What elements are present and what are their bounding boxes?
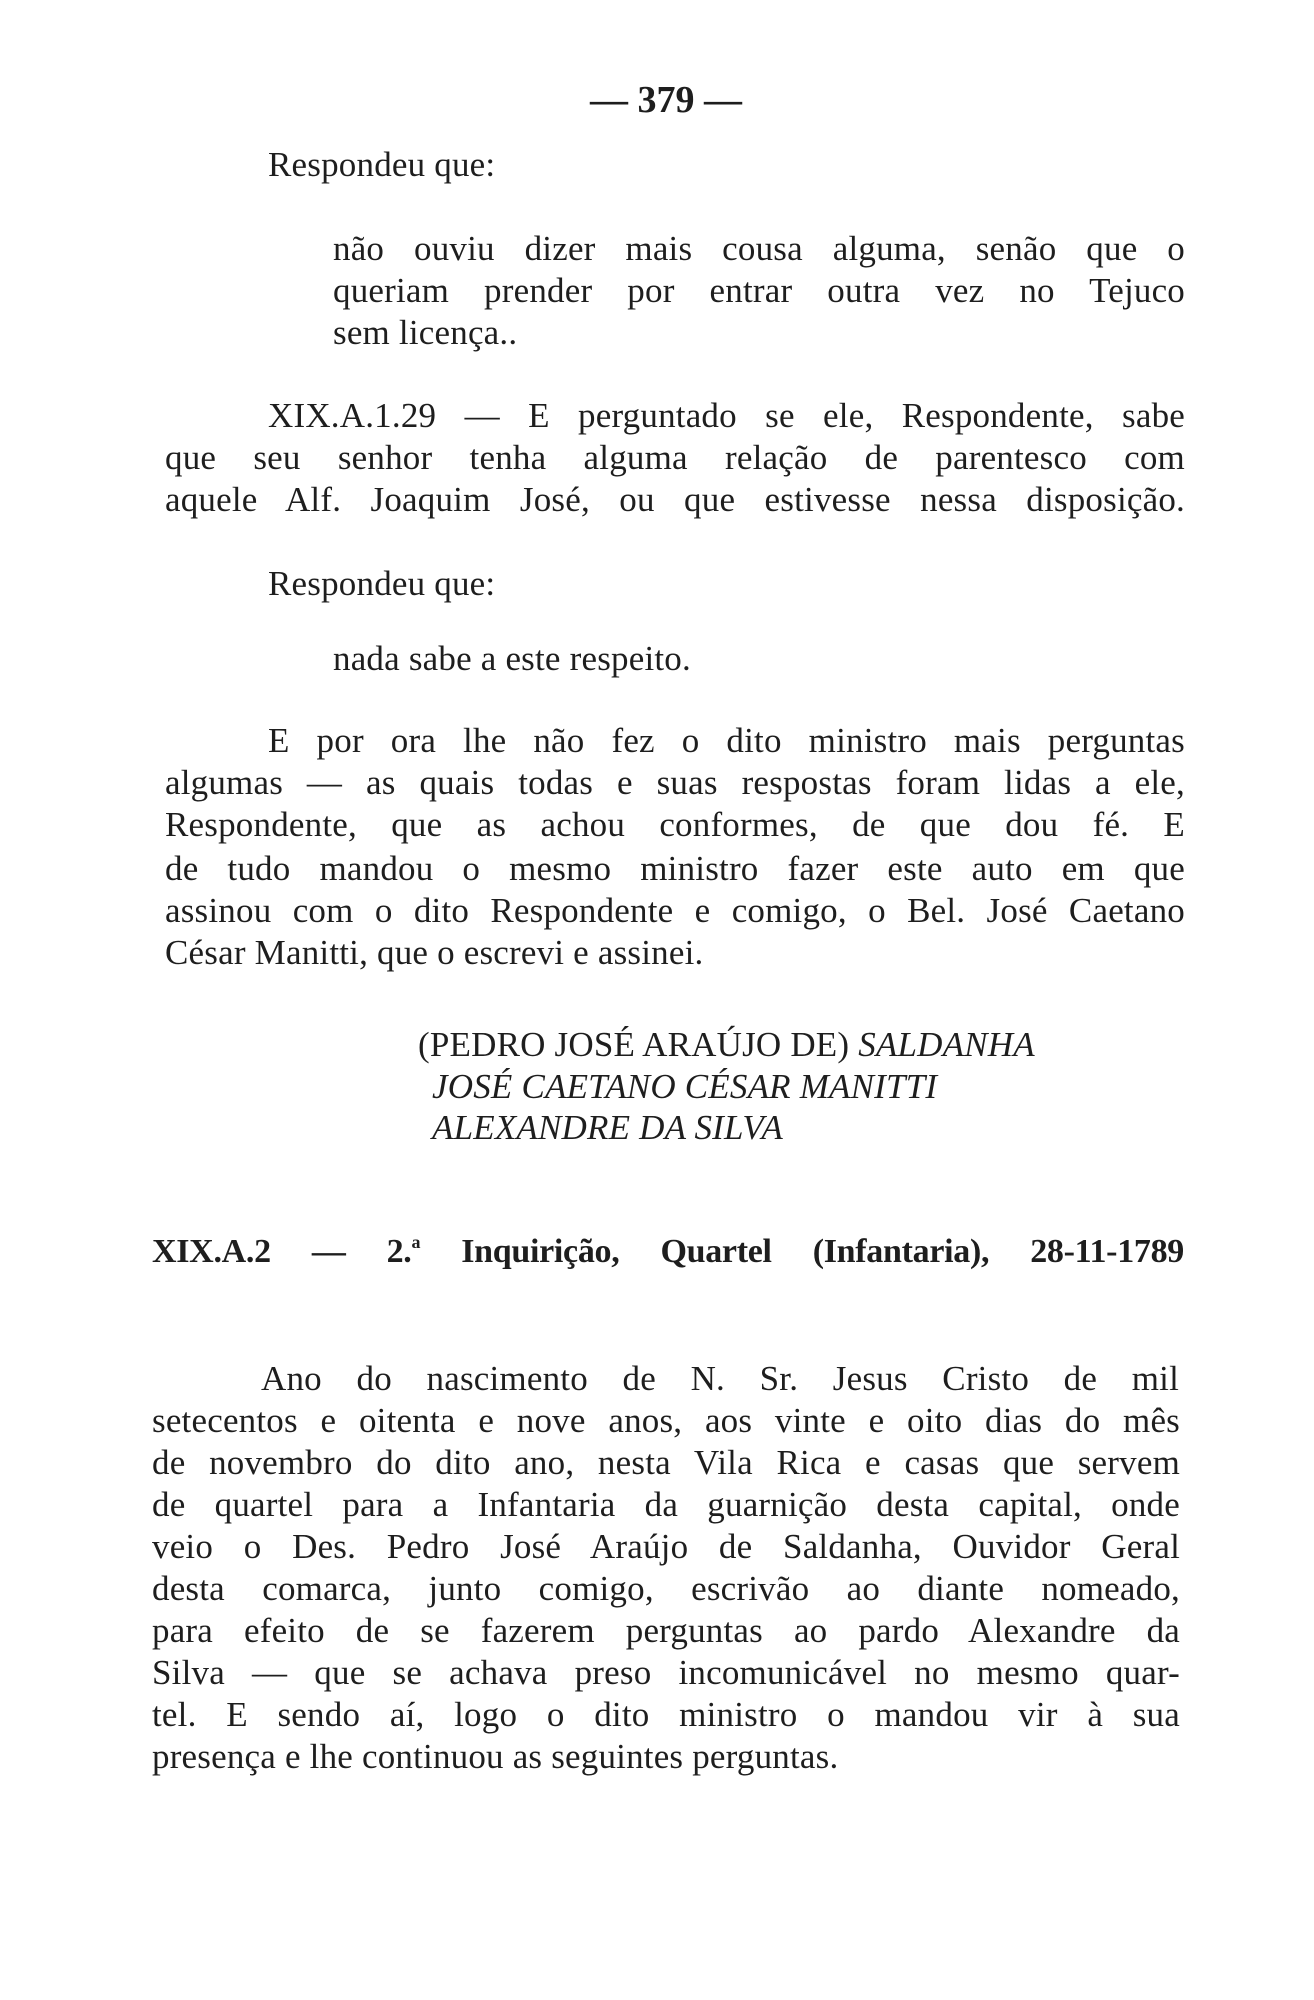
question-line: que seu senhor tenha alguma relação de parentesco com xyxy=(165,438,1185,477)
section-heading-prefix: XIX.A.2 — 2. xyxy=(152,1233,412,1270)
answer-line: não ouviu dizer mais cousa alguma, senão que o xyxy=(333,229,1185,268)
section-heading xyxy=(152,1232,1184,1271)
answer-line: sem licença.. xyxy=(333,313,518,352)
closing-line: de tudo mandou o mesmo ministro fazer este auto em que xyxy=(165,849,1185,888)
answer-line: queriam prender por entrar outra vez no Tejuco xyxy=(333,271,1185,310)
section-heading-title: Inquirição, Quartel (Infantaria), 28-11-1789 xyxy=(420,1233,1184,1270)
signature-surname: SALDANHA xyxy=(858,1025,1035,1064)
question-line: aquele Alf. Joaquim José, ou que estivesse nessa disposição. xyxy=(165,480,1185,519)
closing-line: assinou com o dito Respondente e comigo, o Bel. José Caetano xyxy=(165,891,1185,930)
closing-line: Respondente, que as achou conformes, de que dou fé. E xyxy=(165,805,1185,844)
body-line: Silva — que se achava preso incomunicável no mesmo quar- xyxy=(152,1653,1180,1692)
body-line: para efeito de se fazerem perguntas ao pardo Alexandre da xyxy=(152,1611,1180,1650)
body-line: de quartel para a Infantaria da guarnição desta capital, onde xyxy=(152,1485,1180,1524)
page-number: — 379 — xyxy=(590,79,742,121)
closing-line: algumas — as quais todas e suas respostas foram lidas a ele, xyxy=(165,763,1185,802)
signature-manitti: JOSÉ CAETANO CÉSAR MANITTI xyxy=(432,1067,938,1106)
closing-line: César Manitti, que o escrevi e assinei. xyxy=(165,933,704,972)
body-line: de novembro do dito ano, nesta Vila Rica e casas que servem xyxy=(152,1443,1180,1482)
body-line: desta comarca, junto comigo, escrivão ao diante nomeado, xyxy=(152,1569,1180,1608)
response-label: Respondeu que: xyxy=(268,145,496,184)
ordinal-indicator: a xyxy=(411,1232,421,1252)
body-line: Ano do nascimento de N. Sr. Jesus Cristo de mil xyxy=(261,1359,1179,1398)
body-line: tel. E sendo aí, logo o dito ministro o mandou vir à sua xyxy=(152,1695,1180,1734)
body-line: presença e lhe continuou as seguintes perguntas. xyxy=(152,1737,839,1776)
signature-silva: ALEXANDRE DA SILVA xyxy=(432,1108,783,1147)
signature-saldanha xyxy=(418,1024,1035,1066)
answer-line: nada sabe a este respeito. xyxy=(333,639,691,678)
closing-line: E por ora lhe não fez o dito ministro mais perguntas xyxy=(268,721,1185,760)
signature-name-prefix: (PEDRO JOSÉ ARAÚJO DE) xyxy=(418,1025,859,1064)
question-line: XIX.A.1.29 — E perguntado se ele, Respondente, sabe xyxy=(268,396,1185,435)
response-label: Respondeu que: xyxy=(268,564,496,603)
body-line: setecentos e oitenta e nove anos, aos vinte e oito dias do mês xyxy=(152,1401,1180,1440)
body-line: veio o Des. Pedro José Araújo de Saldanha, Ouvidor Geral xyxy=(152,1527,1180,1566)
